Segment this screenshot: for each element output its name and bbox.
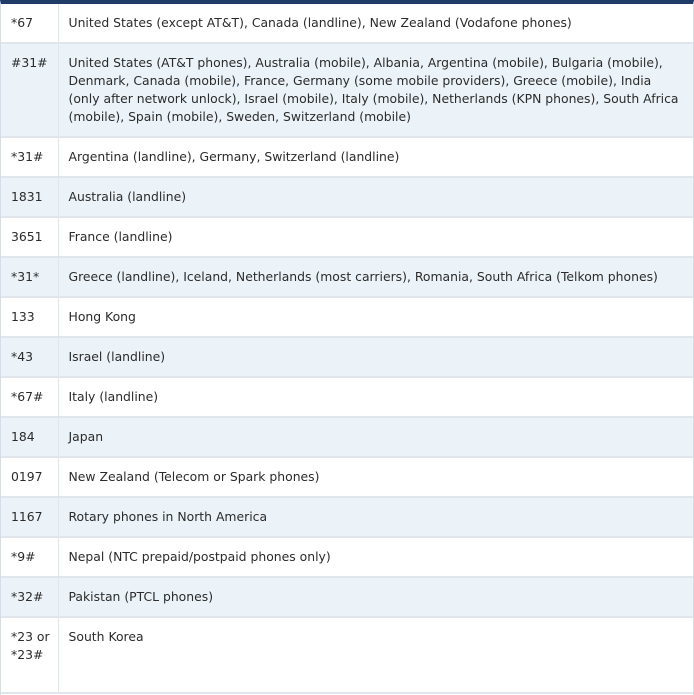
countries-cell: Argentina (landline), Germany, Switzerland (landline) [58, 137, 693, 177]
table-row [1, 497, 693, 537]
table-row [1, 417, 693, 457]
code-cell: *31* [1, 257, 58, 297]
code-cell: *32# [1, 577, 58, 617]
countries-cell: New Zealand (Telecom or Spark phones) [58, 457, 693, 497]
code-cell: *67 [1, 4, 58, 43]
countries-cell: Nepal (NTC prepaid/postpaid phones only) [58, 537, 693, 577]
countries-cell: Israel (landline) [58, 337, 693, 377]
table-row [1, 4, 693, 43]
countries-cell: Australia (landline) [58, 177, 693, 217]
code-cell: 133 [1, 297, 58, 337]
table-row [1, 377, 693, 417]
countries-cell: Hong Kong [58, 297, 693, 337]
code-cell: *9# [1, 537, 58, 577]
countries-cell: Italy (landline) [58, 377, 693, 417]
table-row [1, 577, 693, 617]
code-cell: 0197 [1, 457, 58, 497]
table-row [1, 537, 693, 577]
table-row [1, 337, 693, 377]
table-row [1, 257, 693, 297]
countries-cell: Greece (landline), Iceland, Netherlands (most carriers), Romania, South Africa (Telkom phones) [58, 257, 693, 297]
table-row [1, 297, 693, 337]
table-row [1, 177, 693, 217]
countries-cell: South Korea [58, 617, 693, 693]
code-cell: *43 [1, 337, 58, 377]
countries-cell: United States (AT&T phones), Australia (mobile), Albania, Argentina (mobile), Bulgaria (mobile), Denmark, Canada (mobile), France, Germany (some mobile providers), Greece (mobile), India (only after network unlock), Israel (mobile), Italy (mobile), Netherlands (KPN phones), South Africa (mobile), Spain (mobile), Sweden, Switzerland (mobile) [58, 43, 693, 137]
code-cell: 3651 [1, 217, 58, 257]
countries-cell: France (landline) [58, 217, 693, 257]
table-row [1, 43, 693, 137]
code-cell: 184 [1, 417, 58, 457]
countries-cell: Japan [58, 417, 693, 457]
code-cell: #31# [1, 43, 58, 137]
table-row [1, 217, 693, 257]
code-cell: *23 or *23# [1, 617, 58, 693]
table-row [1, 617, 693, 693]
code-cell: *67# [1, 377, 58, 417]
table-row [1, 137, 693, 177]
table-row [1, 457, 693, 497]
countries-cell: Pakistan (PTCL phones) [58, 577, 693, 617]
countries-cell: Rotary phones in North America [58, 497, 693, 537]
code-cell: 1831 [1, 177, 58, 217]
code-cell: *31# [1, 137, 58, 177]
code-cell: 1167 [1, 497, 58, 537]
countries-cell: United States (except AT&T), Canada (landline), New Zealand (Vodafone phones) [58, 4, 693, 43]
codes-table [1, 4, 693, 694]
